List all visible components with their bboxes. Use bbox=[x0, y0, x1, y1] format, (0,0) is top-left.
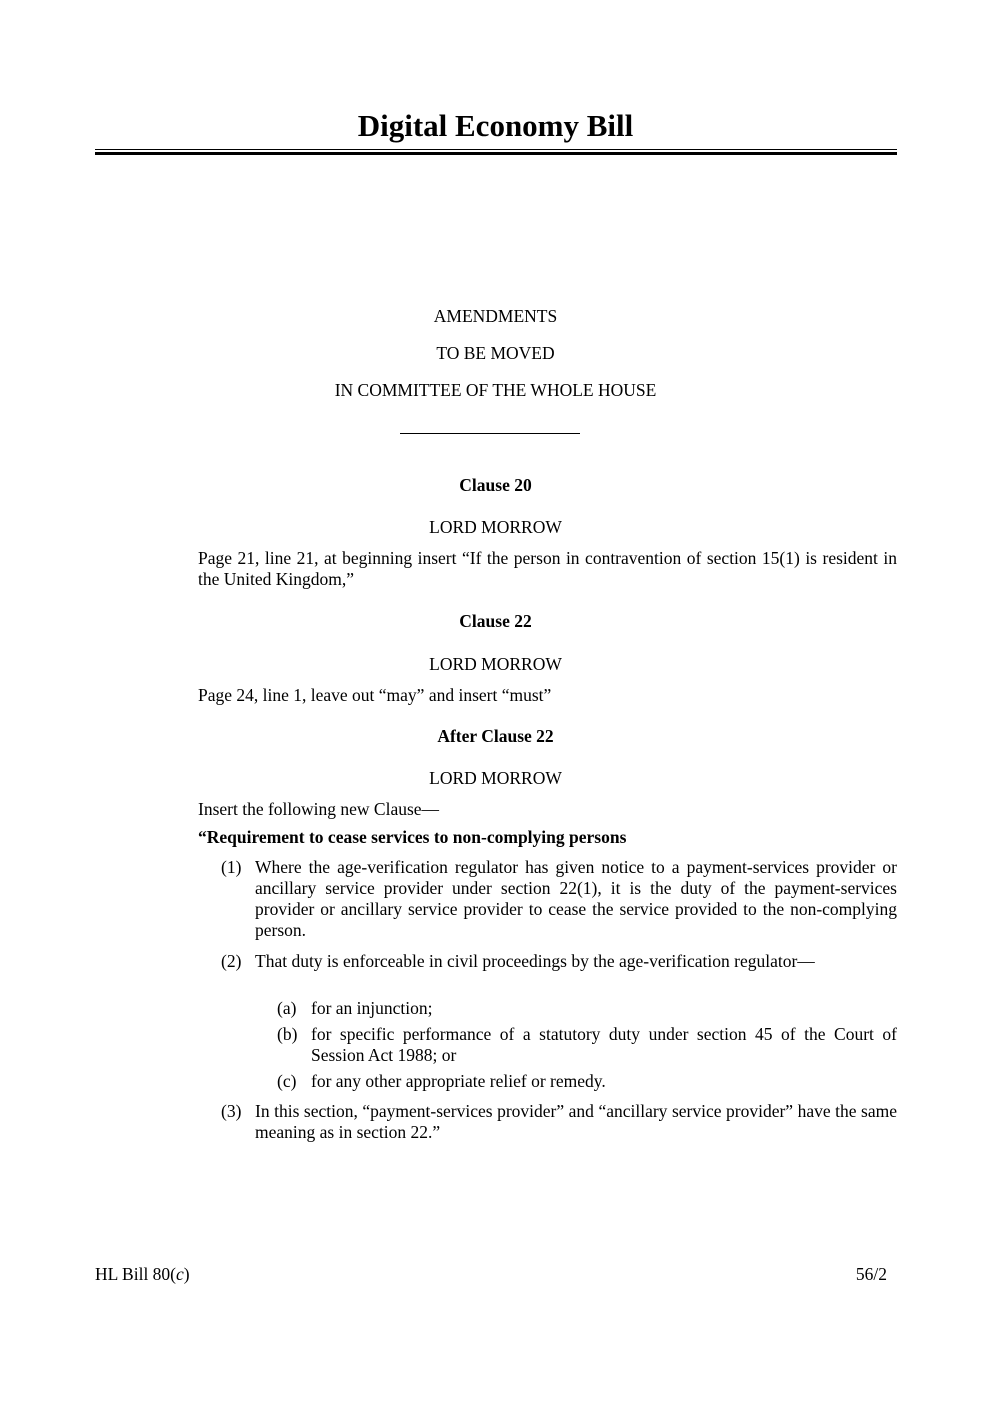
bill-reference bbox=[95, 1264, 190, 1285]
document-title: Digital Economy Bill bbox=[357, 108, 634, 143]
paragraph-text: for any other appropriate relief or remedy. bbox=[311, 1071, 606, 1091]
amendment-text: Page 21, line 21, at beginning insert “If the person in contravention of section 15(1) is resident in the United Kingdom,” bbox=[198, 548, 897, 589]
heading-line-1: AMENDMENTS bbox=[433, 306, 558, 326]
title-rule-thick bbox=[95, 152, 897, 155]
amendment-text: Insert the following new Clause— bbox=[198, 799, 440, 819]
subsection-text: That duty is enforceable in civil proceedings by the age-verification regulator— bbox=[255, 951, 815, 971]
section-divider bbox=[400, 433, 580, 434]
subsection-number: (3) bbox=[221, 1101, 242, 1121]
paragraph-number: (c) bbox=[277, 1071, 297, 1091]
paragraph-number: (a) bbox=[277, 998, 297, 1018]
subsection bbox=[221, 1101, 897, 1143]
amendment-text: Page 24, line 1, leave out “may” and insert “must” bbox=[198, 685, 552, 705]
paragraph bbox=[277, 1071, 897, 1092]
clause-heading: After Clause 22 bbox=[437, 726, 554, 746]
paragraph-text: for an injunction; bbox=[311, 998, 433, 1018]
mover-name: LORD MORROW bbox=[429, 654, 562, 674]
clause-heading: Clause 20 bbox=[459, 475, 532, 495]
bill-ref-prefix: HL Bill 80( bbox=[95, 1264, 177, 1284]
heading-line-3: IN COMMITTEE OF THE WHOLE HOUSE bbox=[334, 380, 657, 400]
new-clause-title: “Requirement to cease services to non-complying persons bbox=[198, 827, 627, 847]
subsection-number: (2) bbox=[221, 951, 242, 971]
clause-heading: Clause 22 bbox=[459, 611, 532, 631]
subsection bbox=[221, 951, 897, 972]
title-rule-thin bbox=[95, 149, 897, 150]
paragraph bbox=[277, 998, 897, 1019]
bill-ref-suffix: ) bbox=[183, 1264, 190, 1284]
bill-ref-letter: c bbox=[176, 1264, 184, 1284]
mover-name: LORD MORROW bbox=[429, 517, 562, 537]
subsection bbox=[221, 857, 897, 941]
paragraph-number: (b) bbox=[277, 1024, 298, 1044]
subsection-number: (1) bbox=[221, 857, 242, 877]
mover-name: LORD MORROW bbox=[429, 768, 562, 788]
page-reference: 56/2 bbox=[855, 1264, 887, 1284]
subsection-text: Where the age-verification regulator has given notice to a payment-services provider or ancillary service provider under section 22(1), it is the duty of the payment-services provider or ancillary service provider to cease the service provided to the non-complying person. bbox=[255, 857, 897, 940]
subsection-text: In this section, “payment-services provider” and “ancillary service provider” have the same meaning as in section 22.” bbox=[255, 1101, 897, 1142]
paragraph bbox=[277, 1024, 897, 1066]
heading-line-2: TO BE MOVED bbox=[436, 343, 555, 363]
paragraph-text: for specific performance of a statutory duty under section 45 of the Court of Session Act 1988; or bbox=[311, 1024, 897, 1065]
